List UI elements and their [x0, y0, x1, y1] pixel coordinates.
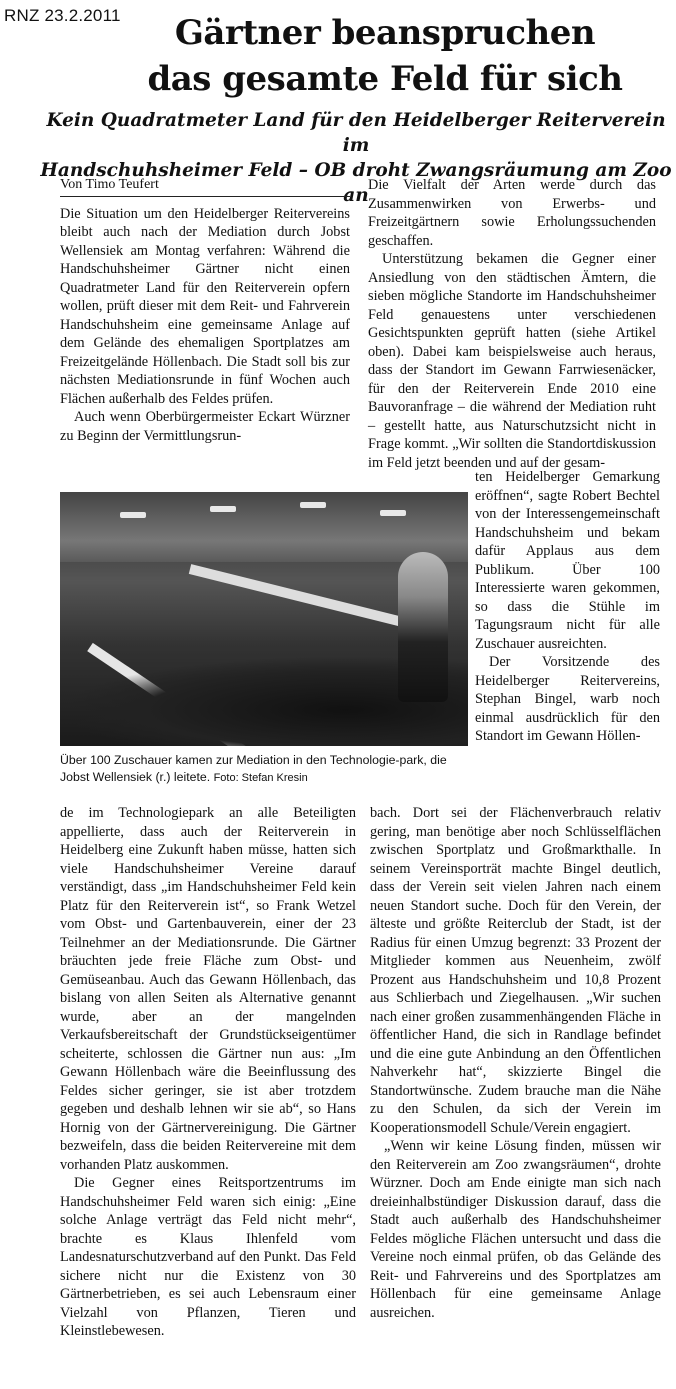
photo-caption [60, 752, 470, 787]
ceiling-light [120, 512, 146, 518]
paragraph: Auch wenn Oberbürgermeister Eckart Würzner zu Beginn der Vermittlungsrun- [60, 409, 350, 444]
paragraph: Unterstützung bekamen die Gegner einer Ansiedlung von den städtischen Ämtern, die sieben mögliche Standorte im Handschuhsheimer Feld genauestens unter verschiedenen Gesichtspunkten geprüft hatten (siehe Artikel oben). Dabei kam beispielsweise auch heraus, dass der Standort im Gewann Farrwiesenäcker, für den der Reiterverein Ende 2010 eine Bauvoranfrage – die während der Mediation ruht – gestellt hatte, aus Naturschutzsicht nicht in Frage kommt. „Wir sollten die Standortdiskussion im Feld jetzt beenden und auf der gesam- [368, 251, 656, 471]
paragraph: de im Technologiepark an alle Beteiligten appellierte, dass auch der Reiterverein in Heidelberg eine Zukunft haben müsse, hatten sich viele Handschuhsheimer Vereine darauf verständigt, dass „im Handschuhsheimer Feld kein Platz für den Reiterverein ist“, so Frank Wetzel vom Obst- und Gartenbauverein, einer der 23 Teilnehmer an der Mediationsrunde. Die Gärtner bräuchten jede freie Fläche zum Obst- und Gemüseanbau. Auch das Gewann Höllenbach, das bislang von allen Seiten als Alternative genannt wurde, aber an der mangelnden Verkaufsbereitschaft der Grundstückseigentümer scheiterte, schlossen die Gärtner nun aus: „Im Gewann Höllenbach wäre die Beeinflussung des Feldes sicher geringer, sie ist aber trotzdem gegeben und deshalb lehnen wir sie ab“, so Hans Hornig von der Gärtnervereinigung. Die Gärtner bezweifeln, dass die beiden Reitervereine mit dem vorhanden Platz auskommen. [60, 805, 356, 1173]
headline [100, 10, 670, 102]
paragraph: Die Situation um den Heidelberger Reitervereins bleibt auch nach der Mediation durch Jobst Wellensiek am Montag verfahren: Während die Handschuhsheimer Gärtner nicht einen Quadratmeter Land für den Reiterverein opfern wollen, prüft dieser mit dem Reit- und Fahrverein Handschuhsheim eine gemeinsame Anlage auf dem Gelände des ehemaligen Sportplatzes am Freizeitgelände Höllenbach. Die Stadt soll bis zur nächsten Mediationsrunde in fünf Wochen auch Flächen außerhalb des Feldes prüfen. [60, 205, 350, 407]
paragraph: Die Vielfalt der Arten werde durch das Zusammenwirken von Erwerbs- und Freizeitgärtnern sowie Erholungssuchenden geschaffen. [368, 177, 656, 249]
paragraph: Der Vorsitzende des Heidelberger Reitervereins, Stephan Bingel, warb noch einmal ausdrücklich für den Standort im Gewann Höllen- [475, 654, 660, 744]
headline-line-2: das gesamte Feld für sich [147, 59, 623, 99]
paragraph: bach. Dort sei der Flächenverbrauch relativ gering, man benötige aber noch Schlüsselflächen zwischen Sportplatz und Großmarkthalle. In seinem Vereinsporträt machte Bingel deutlich, dass der Verein seit vielen Jahren nach einem neuen Standort suche. Doch für den Verein, der älteste und größte Reiterclub der Stadt, ist der Radius für einen Umzug begrenzt: 33 Prozent der Mitglieder kommen aus Neuenheim, zwölf Prozent aus Handschuhsheim und 10,8 Prozent aus Schlierbach und Ziegelhausen. „Wir suchen nach einer großen zusammenhängenden Fläche in öffentlicher Hand, die sich in Randlage befindet und die eine gute Anbindung an den Öffentlichen Nahverkehr hat“, skizzierte Bingel die Standortwünsche. Zudem brauche man die Nähe zu den Schulen, da sich der Verein im Kooperationsmodell Schule/Verein engagiert. [370, 805, 661, 1136]
mediation-photo [60, 492, 468, 746]
subheadline-line-1: Kein Quadratmeter Land für den Heidelberger Reiterverein im [46, 110, 666, 156]
ceiling-light [210, 506, 236, 512]
photo-credit: Foto: Stefan Kresin [213, 772, 308, 784]
paragraph: „Wenn wir keine Lösung finden, müssen wir den Reiterverein am Zoo zwangsräumen“, drohte Würzner. Doch am Ende einigte man sich nach dreieinhalbstündiger Diskussion darauf, dass die Stadt auch außerhalb des Handschuhsheimer Feldes mögliche Flächen untersucht und dass die Vereine noch einmal prüfen, ob das Gelände des Reit- und Fahrvereins und des Sportplatzes am Höllenbach für eine gemeinsame Anlage ausreichen. [370, 1138, 661, 1321]
column-2 [368, 176, 656, 472]
byline: Von Timo Teufert [60, 176, 350, 197]
ceiling-light [380, 510, 406, 516]
speaker-figure [398, 552, 448, 702]
column-3 [60, 804, 356, 1341]
photo-wall [60, 492, 468, 562]
caption-text: Über 100 Zuschauer kamen zur Mediation in den Technologie-park, die Jobst Wellensiek (r.) leitete. [60, 753, 447, 784]
column-1 [60, 176, 350, 445]
column-2-wrap [475, 468, 660, 746]
paragraph: Die Gegner eines Reitsportzentrums im Handschuhsheimer Feld waren sich einig: „Eine solche Anlage verträgt das Feld nicht mehr“, brachte es Klaus Ihlenfeld vom Landesnaturschutzverband auf den Punkt. Das Feld sichere nicht nur die Existenz von 30 Gärtnerbetrieben, es sei auch Lebensraum einer Vielzahl von Pflanzen, Tieren und Kleinstlebewesen. [60, 1175, 356, 1339]
headline-line-1: Gärtner beanspruchen [174, 13, 596, 53]
source-label: RNZ 23.2.2011 [4, 6, 121, 25]
subheadline-line-2: Handschuhsheimer Feld – OB droht Zwangsräumung am Zoo an [40, 160, 672, 206]
ceiling-light [300, 502, 326, 508]
column-4 [370, 804, 661, 1322]
paragraph: ten Heidelberger Gemarkung eröffnen“, sagte Robert Bechtel von der Interessengemeinschaft Handschuhsheim und bekam dafür Applaus aus dem Publikum. Über 100 Interessierte waren gekommen, so dass die Stühle im Tagungsraum nicht für alle Zuschauer ausreichten. [475, 469, 660, 652]
